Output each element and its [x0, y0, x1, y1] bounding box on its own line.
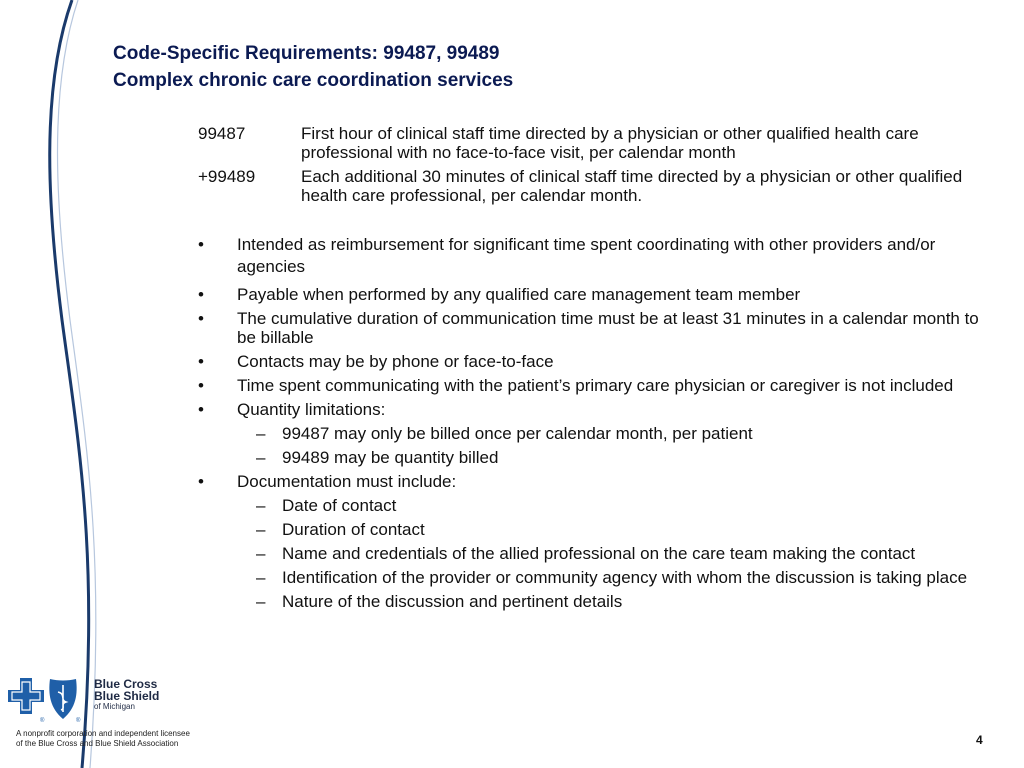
title-line-2: Complex chronic care coordination services	[113, 70, 514, 91]
sub-bullet-item	[256, 520, 998, 539]
code-definitions	[198, 124, 998, 210]
brand-name	[94, 678, 159, 712]
bullet-item	[198, 472, 998, 491]
footer-disclaimer	[16, 729, 190, 749]
bullet-marker: •	[198, 235, 204, 254]
brand-line-1: Blue Cross	[94, 677, 158, 691]
decorative-swoosh	[0, 0, 110, 768]
bullet-text: Payable when performed by any qualified care management team member	[237, 285, 801, 304]
bullet-text: Time spent communicating with the patient’s primary care physician or caregiver is not included	[237, 376, 954, 395]
sub-bullet-text: 99487 may only be billed once per calendar month, per patient	[282, 424, 753, 443]
sub-bullet-text: Date of contact	[282, 496, 397, 515]
title-line-1: Code-Specific Requirements: 99487, 99489	[113, 43, 500, 64]
page-number: 4	[976, 733, 983, 747]
bullet-item	[198, 309, 998, 347]
blue-shield-icon	[49, 679, 76, 719]
bullet-marker: •	[198, 400, 204, 419]
sub-bullet-marker: –	[256, 520, 266, 539]
sub-bullet-marker: –	[256, 448, 266, 467]
sub-bullet-text: Duration of contact	[282, 520, 425, 539]
code-description: First hour of clinical staff time directed by a physician or other qualified health care professional with no face-to-face visit, per calendar month	[301, 124, 919, 162]
code-row	[198, 167, 998, 205]
sub-bullet-text: Nature of the discussion and pertinent details	[282, 592, 623, 611]
sub-bullet-item	[256, 592, 998, 611]
bullet-text: Intended as reimbursement for significant time spent coordinating with other providers and/or agencies	[237, 235, 936, 276]
blue-cross-icon	[8, 678, 44, 714]
bullet-marker: •	[198, 472, 204, 491]
bullet-text: Quantity limitations:	[237, 400, 386, 419]
sub-bullet-text: 99489 may be quantity billed	[282, 448, 499, 467]
bcbs-logo	[6, 676, 92, 724]
bullet-marker: •	[198, 285, 204, 304]
sub-bullet-text: Identification of the provider or community agency with whom the discussion is taking place	[282, 568, 968, 587]
sub-bullet-item	[256, 544, 998, 563]
sub-bullet-text: Name and credentials of the allied professional on the care team making the contact	[282, 544, 916, 563]
sub-bullet-marker: –	[256, 544, 266, 563]
code-description: Each additional 30 minutes of clinical staff time directed by a physician or other qualified health care professional, per calendar month.	[301, 167, 963, 205]
requirements-list	[198, 234, 998, 616]
brand-line-3: of Michigan	[94, 702, 135, 711]
bullet-item	[198, 285, 998, 304]
bullet-item	[198, 352, 998, 371]
sub-bullet-marker: –	[256, 568, 266, 587]
slide-title	[113, 40, 993, 94]
bullet-item	[198, 234, 998, 278]
bullet-marker: •	[198, 376, 204, 395]
bullet-item	[198, 376, 998, 395]
sub-bullet-marker: –	[256, 496, 266, 515]
registered-mark-2: ®	[76, 718, 81, 724]
bullet-text: Contacts may be by phone or face-to-face	[237, 352, 554, 371]
sub-bullet-marker: –	[256, 424, 266, 443]
bullet-item	[198, 400, 998, 419]
bullet-text: Documentation must include:	[237, 472, 457, 491]
footer-line-2: of the Blue Cross and Blue Shield Association	[16, 739, 179, 748]
code-number: 99487	[198, 124, 246, 143]
brand-line-2: Blue Shield	[94, 689, 160, 703]
sub-bullet-item	[256, 424, 998, 443]
bullet-marker: •	[198, 309, 204, 328]
sub-bullet-marker: –	[256, 592, 266, 611]
sub-bullet-item	[256, 496, 998, 515]
bullet-text: The cumulative duration of communication time must be at least 31 minutes in a calendar month to be billable	[237, 309, 979, 347]
bullet-marker: •	[198, 352, 204, 371]
registered-mark-1: ®	[40, 718, 45, 724]
footer-line-1: A nonprofit corporation and independent licensee	[16, 729, 190, 738]
sub-bullet-item	[256, 568, 998, 587]
code-number: +99489	[198, 167, 256, 186]
code-row	[198, 124, 998, 162]
sub-bullet-item	[256, 448, 998, 467]
